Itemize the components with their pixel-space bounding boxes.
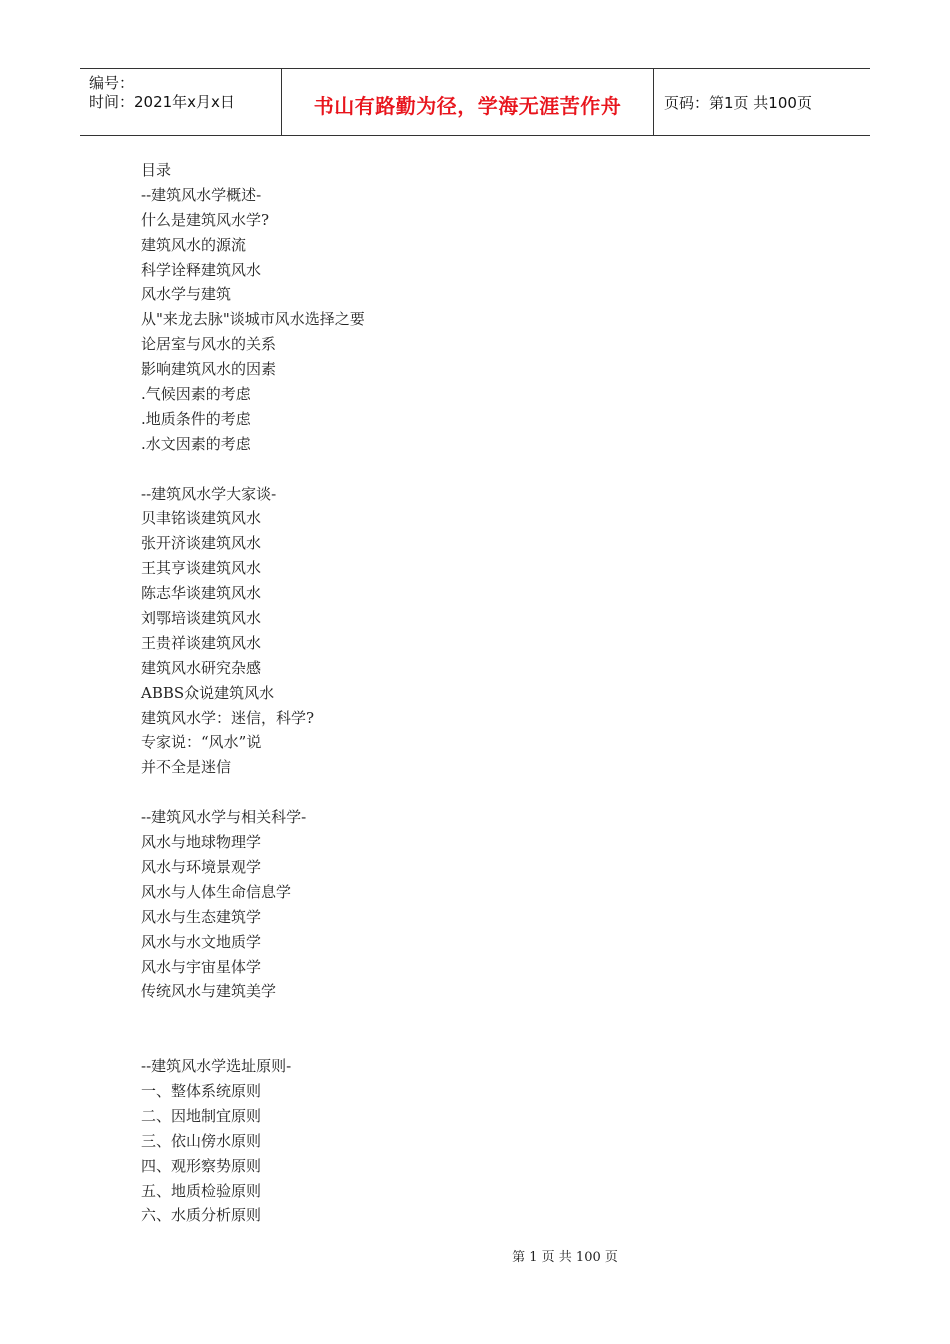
toc-line: 王其亨谈建筑风水 [141, 559, 262, 578]
toc-spacer [141, 457, 365, 482]
toc-line: 专家说：“风水”说 [141, 733, 262, 752]
toc-line: 建筑风水的源流 [141, 235, 247, 254]
toc-line: 传统风水与建筑美学 [141, 982, 277, 1001]
table-of-contents [141, 158, 365, 1228]
toc-line: .水文因素的考虑 [141, 434, 251, 453]
toc-line: 刘鄂培谈建筑风水 [141, 609, 262, 628]
toc-spacer [141, 1004, 365, 1029]
toc-line: --建筑风水学与相关科学- [141, 808, 307, 827]
toc-line: 五、地质检验原则 [141, 1181, 262, 1200]
toc-line: 贝聿铭谈建筑风水 [141, 509, 262, 528]
toc-line: 风水与生态建筑学 [141, 907, 262, 926]
toc-line: 风水与宇宙星体学 [141, 957, 262, 976]
toc-line: 什么是建筑风水学? [141, 210, 270, 229]
toc-line: 科学诠释建筑风水 [141, 260, 262, 279]
toc-line: 三、依山傍水原则 [141, 1131, 262, 1150]
toc-line: 建筑风水研究杂感 [141, 658, 262, 677]
document-date: 时间：2021年x月x日 [89, 93, 235, 111]
header-page-cell [654, 69, 870, 135]
toc-line: 目录 [141, 161, 172, 179]
page-header [80, 68, 870, 136]
page-footer [0, 1246, 950, 1265]
toc-line: .气候因素的考虑 [141, 385, 251, 404]
toc-line: 影响建筑风水的因素 [141, 360, 277, 379]
header-motto: 书山有路勤为径，学海无涯苦作舟 [313, 93, 622, 118]
document-code-label: 编号： [89, 74, 135, 92]
toc-line: ABBS众说建筑风水 [141, 683, 275, 702]
footer-page-number: 第 1 页 共 100 页 [512, 1250, 618, 1265]
toc-line: .地质条件的考虑 [141, 409, 251, 428]
toc-line: 论居室与风水的关系 [141, 335, 277, 354]
toc-line: --建筑风水学概述- [141, 185, 262, 204]
toc-line: 从"来龙去脉"谈城市风水选择之要 [141, 310, 365, 329]
toc-spacer [141, 780, 365, 805]
toc-line: 六、水质分析原则 [141, 1206, 262, 1225]
header-motto-cell [282, 69, 654, 135]
toc-line: 四、观形察势原则 [141, 1156, 262, 1175]
header-page-info: 页码：第1页 共100页 [664, 93, 812, 112]
toc-line: 风水与人体生命信息学 [141, 882, 292, 901]
toc-line: 二、因地制宜原则 [141, 1106, 262, 1125]
toc-line: 陈志华谈建筑风水 [141, 584, 262, 603]
toc-line: 风水与水文地质学 [141, 932, 262, 951]
toc-line: --建筑风水学大家谈- [141, 484, 277, 503]
toc-line: 一、整体系统原则 [141, 1081, 262, 1100]
toc-line: --建筑风水学选址原则- [141, 1057, 292, 1076]
header-meta-cell [80, 69, 282, 135]
toc-line: 风水与环境景观学 [141, 857, 262, 876]
toc-line: 并不全是迷信 [141, 758, 232, 777]
toc-line: 王贵祥谈建筑风水 [141, 633, 262, 652]
toc-line: 张开济谈建筑风水 [141, 534, 262, 553]
toc-spacer [141, 1029, 365, 1054]
toc-line: 建筑风水学：迷信，科学? [141, 708, 315, 727]
toc-line: 风水与地球物理学 [141, 833, 262, 852]
toc-line: 风水学与建筑 [141, 285, 232, 304]
